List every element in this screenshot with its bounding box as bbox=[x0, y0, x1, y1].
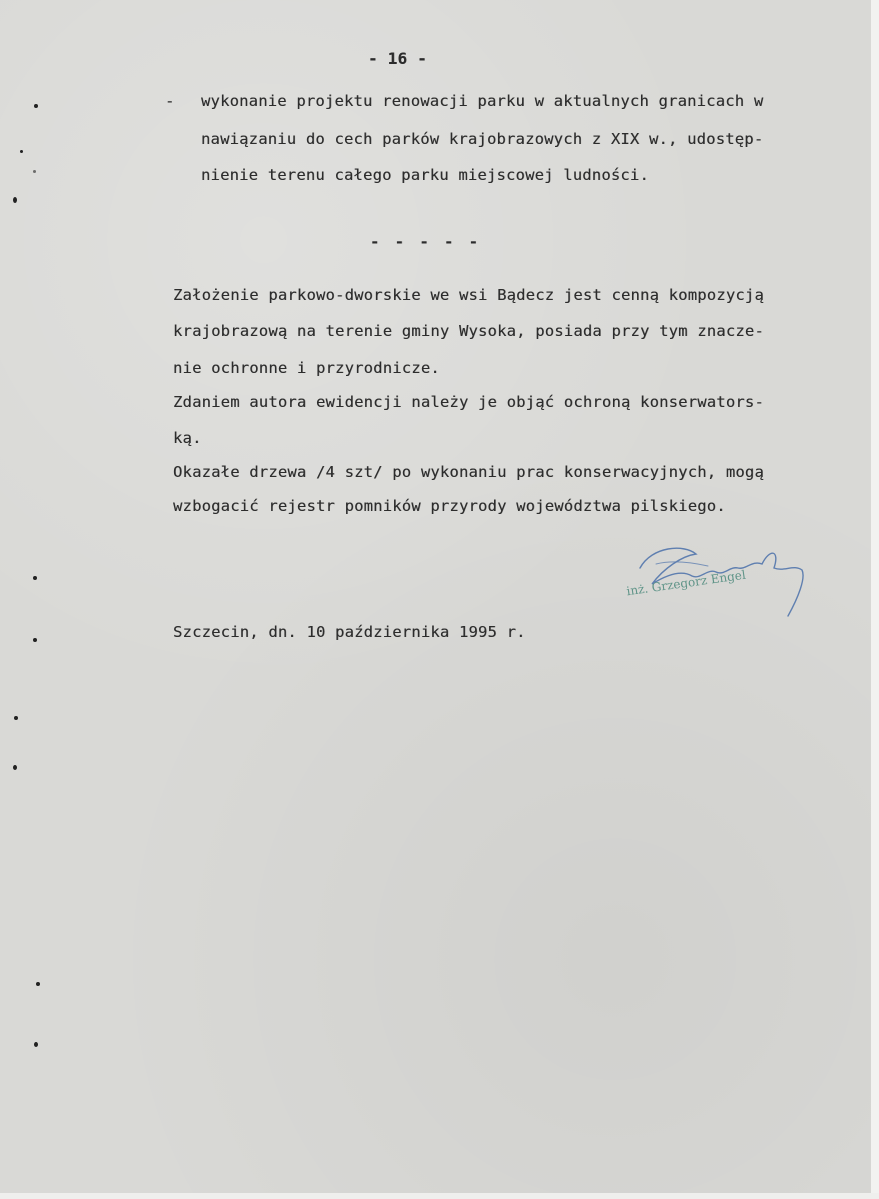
body-text-line: Założenie parkowo-dworskie we wsi Bądecz jest cenną kompozycją bbox=[173, 286, 764, 304]
punch-mark bbox=[20, 150, 23, 153]
punch-mark bbox=[33, 638, 37, 642]
page-edge-right bbox=[871, 0, 879, 1199]
body-text-line: ką. bbox=[173, 429, 202, 447]
page-edge-bottom bbox=[0, 1193, 879, 1199]
page-number: - 16 - bbox=[368, 49, 427, 68]
bullet-text-line: wykonanie projektu renowacji parku w aktualnych granicach w bbox=[201, 92, 764, 110]
body-text-line: Okazałe drzewa /4 szt/ po wykonaniu prac konserwacyjnych, mogą bbox=[173, 463, 764, 481]
punch-mark bbox=[34, 1042, 38, 1047]
punch-mark bbox=[33, 170, 36, 173]
bullet-dash: - bbox=[165, 92, 175, 110]
place-and-date: Szczecin, dn. 10 października 1995 r. bbox=[173, 623, 526, 641]
name-stamp: inż. Grzegorz Engel bbox=[625, 567, 747, 599]
body-text-line: krajobrazową na terenie gminy Wysoka, posiada przy tym znacze- bbox=[173, 322, 764, 340]
punch-mark bbox=[33, 576, 37, 580]
punch-mark bbox=[14, 716, 18, 720]
body-text-line: wzbogacić rejestr pomników przyrody województwa pilskiego. bbox=[173, 497, 726, 515]
body-text-line: Zdaniem autora ewidencji należy je objąć ochroną konserwators- bbox=[173, 393, 764, 411]
bullet-text-line: nienie terenu całego parku miejscowej ludności. bbox=[201, 166, 649, 184]
punch-mark bbox=[36, 982, 40, 986]
bullet-text-line: nawiązaniu do cech parków krajobrazowych z XIX w., udostęp- bbox=[201, 130, 764, 148]
punch-mark bbox=[13, 765, 17, 770]
punch-mark bbox=[13, 197, 17, 203]
body-text-line: nie ochronne i przyrodnicze. bbox=[173, 359, 440, 377]
punch-mark bbox=[34, 104, 38, 108]
section-separator: - - - - - bbox=[370, 233, 481, 251]
